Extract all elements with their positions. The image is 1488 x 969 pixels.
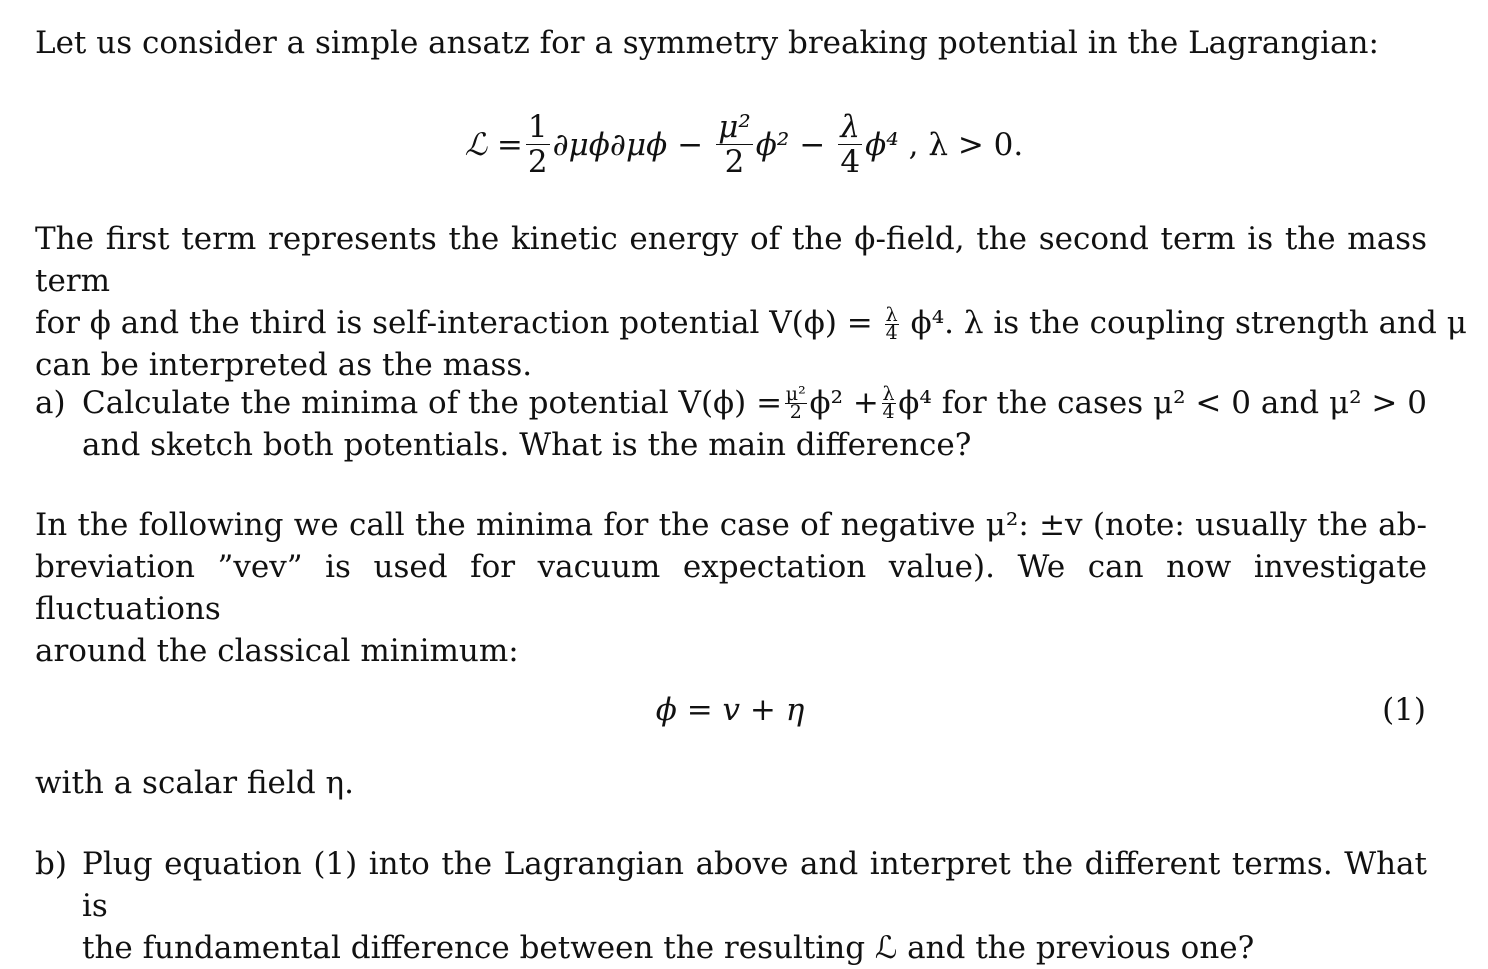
kinetic-term: ∂μϕ∂μϕ — [552, 126, 668, 163]
frac-denominator: 2 — [789, 400, 802, 423]
description-paragraph — [35, 218, 1467, 386]
frac-mu-squared-half — [716, 110, 753, 179]
description-line-2 — [35, 302, 1467, 344]
question-b-line-2: the fundamental difference between the resulting ℒ and the previous one? — [82, 930, 1255, 966]
minima-line-2: breviation ”vev” is used for vacuum expectation value). We can now investigate fluctuations — [35, 549, 1427, 627]
question-a-text-b: ϕ² + — [809, 385, 879, 421]
lagrangian-lhs: ℒ = — [464, 126, 523, 163]
question-b-label: b) — [35, 846, 67, 882]
intro-text: Let us consider a simple ansatz for a symmetry breaking potential in the Lagrangian: — [35, 25, 1379, 61]
frac-denominator: 4 — [885, 322, 898, 344]
question-a — [35, 382, 1427, 466]
frac-one-half — [526, 110, 550, 179]
minus-sign: − — [677, 126, 704, 163]
frac-numerator: μ² — [718, 109, 751, 145]
question-b — [35, 843, 1427, 969]
equation-1 — [0, 688, 1488, 732]
quartic-term: ϕ⁴ — [865, 126, 899, 163]
frac-denominator: 2 — [724, 144, 745, 180]
frac-numerator: λ — [840, 109, 861, 145]
question-a-text-a: Calculate the minima of the potential V(ϕ) = — [82, 385, 783, 421]
description-line-2-part-b: ϕ⁴. λ is the coupling strength and μ — [910, 305, 1467, 341]
question-a-body — [82, 382, 1427, 466]
lambda-condition: , λ > 0. — [908, 126, 1024, 163]
mass-term: ϕ² — [755, 126, 790, 163]
frac-lambda-quarter-inline — [885, 304, 899, 344]
equation-1-number: (1) — [1382, 692, 1426, 728]
description-line-2-part-a: for ϕ and the third is self-interaction potential V(ϕ) = — [35, 305, 873, 341]
frac-lambda-quarter-inline — [882, 382, 896, 423]
frac-lambda-quarter — [838, 110, 862, 179]
minus-sign: − — [799, 126, 826, 163]
question-a-line-1 — [82, 382, 1427, 424]
description-line-1: The first term represents the kinetic energy of the ϕ-field, the second term is the mass term — [35, 221, 1427, 299]
question-b-line-1: Plug equation (1) into the Lagrangian above and interpret the different terms. What is — [82, 846, 1427, 924]
equation-1-body: ϕ = v + η — [655, 692, 805, 728]
frac-numerator: λ — [885, 304, 898, 326]
frac-denominator: 2 — [527, 144, 548, 180]
description-line-3: can be interpreted as the mass. — [35, 347, 533, 383]
question-a-label: a) — [35, 385, 66, 421]
frac-mu-squared-half-inline — [785, 382, 807, 423]
minima-line-1: In the following we call the minima for the case of negative μ²: ±v (note: usually the ab- — [35, 507, 1427, 543]
frac-numerator: μ² — [785, 382, 806, 405]
frac-numerator: λ — [882, 382, 895, 405]
question-b-body — [82, 843, 1427, 969]
question-a-text-c: ϕ⁴ for the cases μ² < 0 and μ² > 0 — [898, 385, 1427, 421]
frac-denominator: 4 — [840, 144, 861, 180]
frac-numerator: 1 — [527, 109, 548, 145]
minima-line-3: around the classical minimum: — [35, 633, 519, 669]
scalar-field-text: with a scalar field η. — [35, 765, 354, 801]
lagrangian-equation — [0, 110, 1488, 192]
minima-paragraph — [35, 504, 1427, 672]
question-a-line-2: and sketch both potentials. What is the main difference? — [82, 427, 972, 463]
frac-denominator: 4 — [882, 400, 895, 423]
